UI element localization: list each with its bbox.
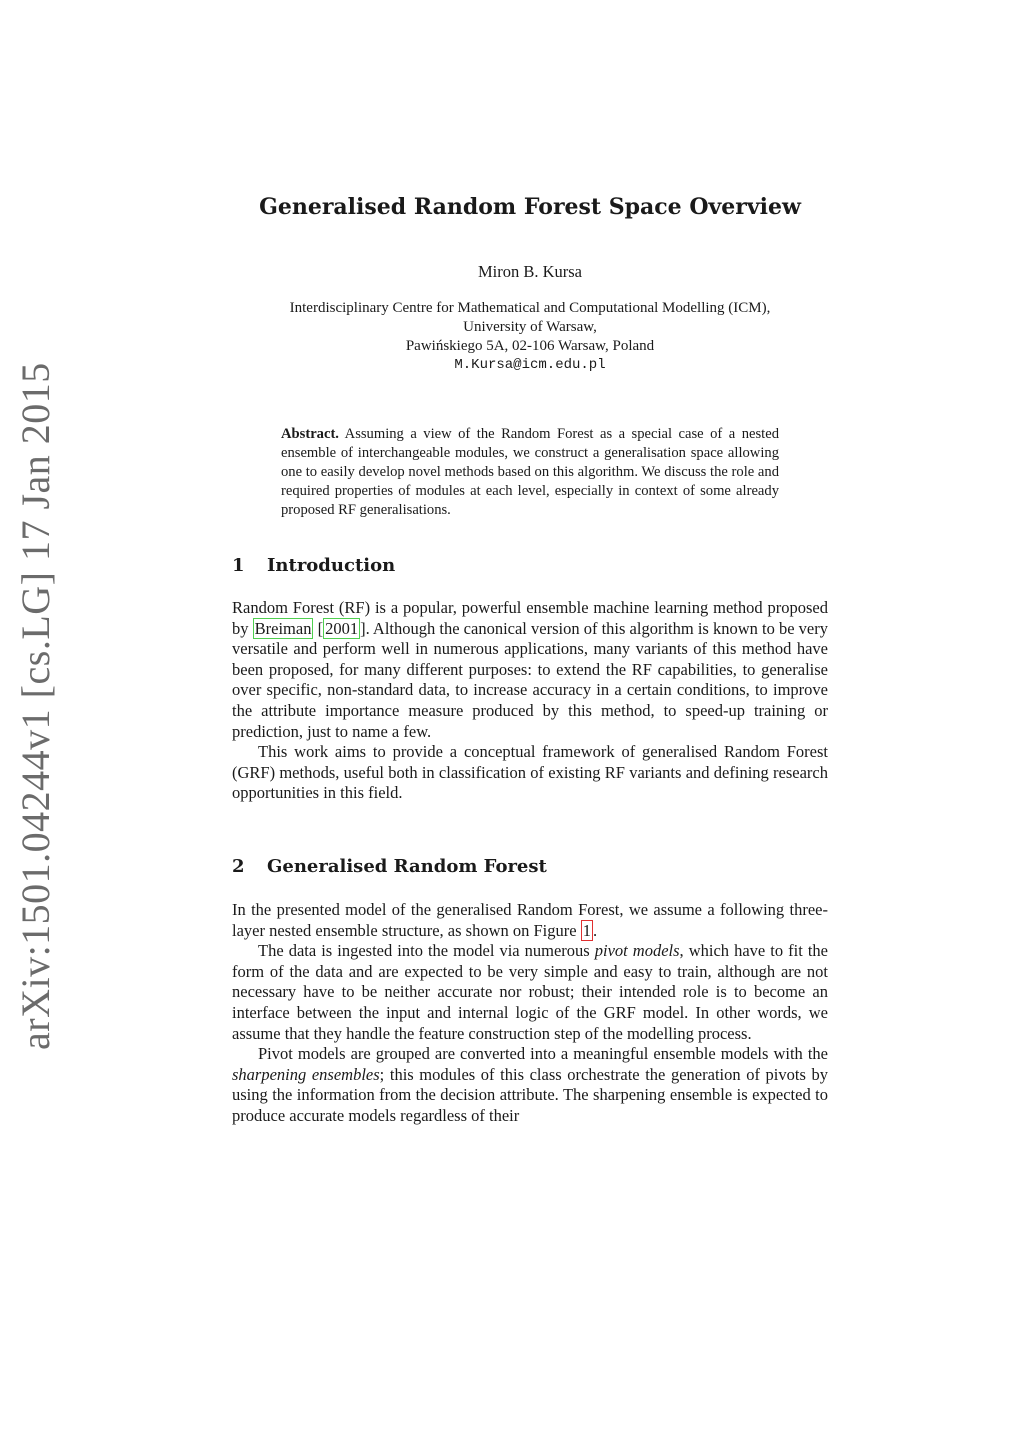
abstract <box>281 425 779 520</box>
abstract-label: Abstract. <box>281 426 339 442</box>
citation-link-year[interactable]: 2001 <box>325 618 359 638</box>
paragraph <box>232 941 828 1044</box>
paragraph-text: . Although the canonical version of this algorithm is known to be very versatile and perform well in numerous applications, many variants of this method have been proposed, for many different purposes: to extend the RF capabilities, to generalise over specific, non-standard data, to increase accuracy in a certain conditions, to improve the attribute importance measure produced by this method, to speed-up training or prediction, just to name a few. <box>232 618 828 741</box>
citation-link-author[interactable]: Breiman <box>254 618 312 638</box>
affiliation-line-2: University of Warsaw, <box>463 319 597 335</box>
author-email[interactable]: M.Kursa@icm.edu.pl <box>454 357 606 373</box>
paragraph: This work aims to provide a conceptual framework of generalised Random Forest (GRF) methods, useful both in classification of existing RF variants and defining research opportunities in this field. <box>232 742 828 803</box>
affiliation-line-1: Interdisciplinary Centre for Mathematical and Computational Modelling (ICM), <box>289 300 771 316</box>
section-number: 1 <box>232 555 245 576</box>
section-title: Introduction <box>267 555 396 576</box>
figure-reference-link[interactable]: 1 <box>582 920 591 940</box>
paragraph-text: Random Forest (RF) is a popular, powerful ensemble machine learning method proposed by <box>232 598 828 638</box>
section-heading-generalised-random-forest <box>232 856 547 877</box>
arxiv-identifier: arXiv:1501.04244v1 [cs.LG] 17 Jan 2015 <box>13 362 58 1050</box>
paragraph-text: , which have to fit the form of the data and are expected to be very simple and easy to train, although are not necessary have to be neither accurate nor robust; their intended role is to become an interface between the input and internal logic of the GRF model. In other words, we assume that they handle the feature construction step of the modelling process. <box>232 941 828 1043</box>
paragraph: Random Forest (RF) is a popular, powerful ensemble machine learning method proposed by Breiman [ 2001 ]. Although the canonical version of this algorithm is known to be very versatile and perform well in numerous applications, many variants of this method have been proposed, for many different purposes: to extend the RF capabilities, to generalise over specific, non-standard data, to increase accuracy in a certain conditions, to improve the attribute importance measure produced by this method, to speed-up training or prediction, just to name a few. <box>232 598 828 741</box>
paragraph-text: ; this modules of this class orchestrate the generation of pivots by using the information from the decision attribute. The sharpening ensemble is expected to produce accurate models regardless of their <box>232 1064 828 1125</box>
paragraph-text: . <box>592 920 598 940</box>
author-name: Miron B. Kursa <box>477 262 583 281</box>
section-heading-introduction <box>232 555 395 576</box>
paragraph-text: In the presented model of the generalised Random Forest, we assume a following three-layer nested ensemble structure, as shown on Figure <box>232 900 828 940</box>
paragraph-text: The data is ingested into the model via numerous <box>258 941 595 961</box>
paper-title: Generalised Random Forest Space Overview <box>259 194 801 220</box>
term-sharpening-ensembles: sharpening ensembles <box>232 1064 380 1084</box>
section-number: 2 <box>232 856 245 877</box>
affiliation <box>232 299 828 375</box>
abstract-text: Assuming a view of the Random Forest as a special case of a nested ensemble of interchangeable modules, we construct a generalisation space allowing one to easily develop novel methods based on this algorithm. We discuss the role and required properties of modules at each level, especially in context of some already proposed RF generalisations. <box>281 426 780 518</box>
paragraph <box>232 900 828 941</box>
affiliation-line-3: Pawińskiego 5A, 02-106 Warsaw, Poland <box>405 338 655 354</box>
introduction-body <box>232 598 828 804</box>
section-title: Generalised Random Forest <box>267 856 547 877</box>
paragraph-text: Pivot models are grouped are converted into a meaningful ensemble models with the <box>258 1044 828 1064</box>
section2-body <box>232 900 828 1127</box>
term-pivot-models: pivot models <box>594 941 680 961</box>
paragraph <box>232 1044 828 1126</box>
